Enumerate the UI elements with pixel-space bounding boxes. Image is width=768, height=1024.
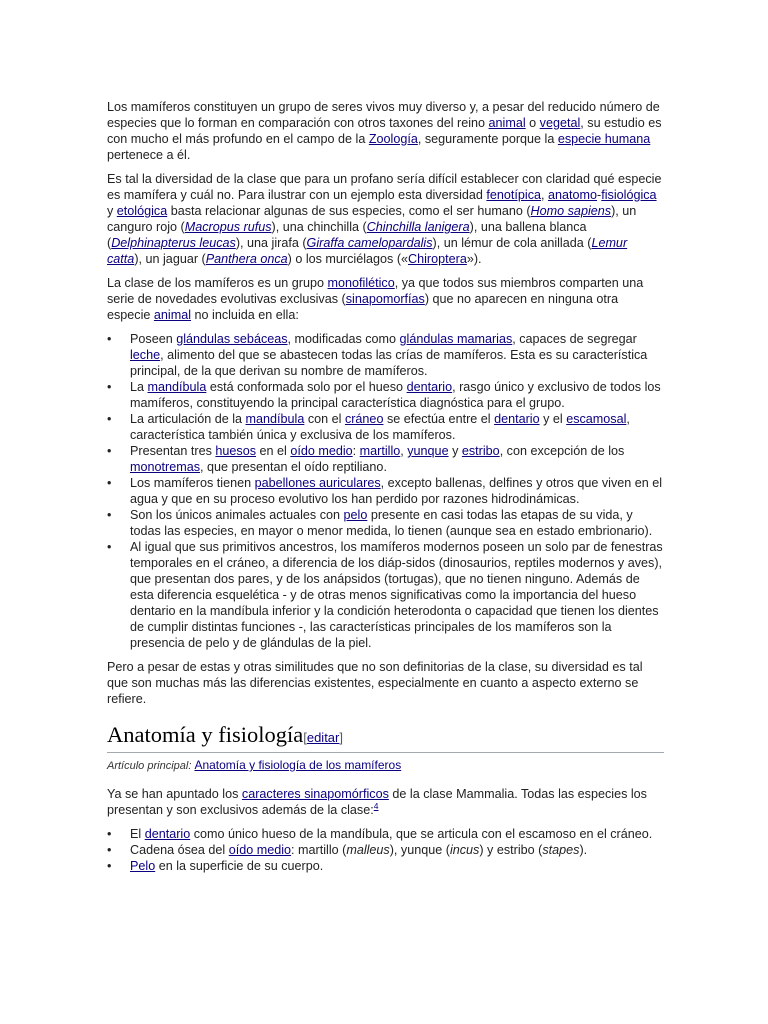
link-dentario[interactable]: dentario [494,412,540,426]
link-oido-medio[interactable]: oído medio [228,843,292,857]
list-item [130,842,664,858]
text-segment: ) y estribo ( [479,843,543,857]
text-segment: La clase de los mamíferos es un grupo [107,276,328,290]
edit-section-link-wrapper [303,730,343,745]
link-monotremas[interactable]: monotremas [130,460,200,474]
text-segment: , alimento del que se abastecen todas las crías de mamíferos. Esta es su característica principal, de la que derivan su nombre de mamíferos. [130,348,648,378]
text-segment: ), un lémur de cola anillada ( [432,236,592,250]
text-segment: y el [539,412,567,426]
list-item [130,379,664,411]
text-segment: o [525,116,540,130]
text-segment: ), un jaguar ( [134,252,206,266]
link-homo-sapiens[interactable]: Homo sapiens [530,204,612,218]
text-segment: está conformada solo por el hueso [206,380,407,394]
text-segment: en el [256,444,291,458]
list-item [130,411,664,443]
text-segment: , modificadas como [287,332,400,346]
list-item [130,858,664,874]
link-yunque[interactable]: yunque [407,444,449,458]
italic-text: incus [449,843,480,857]
link-delphinapterus-leucas[interactable]: Delphinapterus leucas [111,236,236,250]
link-martillo[interactable]: martillo [359,444,401,458]
text-segment: Ya se han apuntado los [107,787,242,801]
intro-paragraph [107,99,664,163]
monophyly-paragraph [107,275,664,323]
text-segment: ), una chinchilla ( [271,220,367,234]
reference-superscript [374,801,379,811]
list-item [130,443,664,475]
link-pelo[interactable]: Pelo [130,859,156,873]
list-item [130,331,664,379]
text-segment: , excepto ballenas, delfines y otros que viven en el agua y que en su proceso evolutivo los han perdido por razones hidrodinámicas. [130,476,663,506]
italic-text: malleus [346,843,390,857]
reference-link-4[interactable]: 4 [373,800,379,811]
text-segment: en la superficie de su cuerpo. [155,859,324,873]
link-huesos[interactable]: huesos [215,444,257,458]
text-segment: Presentan tres [130,444,216,458]
text-segment: : martillo ( [291,843,347,857]
text-segment: , característica también única y exclusiva de los mamíferos. [130,412,630,442]
link-craneo[interactable]: cráneo [344,412,384,426]
list-item [130,826,664,842]
link-lemur-catta[interactable]: Lemur catta [107,236,628,266]
text-segment: Es tal la diversidad de la clase que para un profano sería difícil establecer con claridad qué especie es mamífera y cuál no. Para ilustrar con un ejemplo esta diversidad [107,172,662,202]
list-item [130,539,664,651]
link-chiroptera[interactable]: Chiroptera [408,252,467,266]
link-escamosal[interactable]: escamosal [566,412,627,426]
text-segment: Poseen [130,332,177,346]
link-pelo[interactable]: pelo [343,508,368,522]
text-segment: ), un canguro rojo ( [107,204,637,234]
link-glandulas-sebaceas[interactable]: glándulas sebáceas [176,332,288,346]
synapomorphies-list [107,826,664,874]
list-item [130,475,664,507]
text-segment: , capaces de segregar [512,332,637,346]
text-segment: Los mamíferos constituyen un grupo de seres vivos muy diverso y, a pesar del reducido número de especies que lo forman en comparación con otros taxones del reino [107,100,660,130]
text-segment: basta relacionar algunas de sus especies, como el ser humano ( [167,204,531,218]
link-dentario[interactable]: dentario [144,827,191,841]
link-fisiologica[interactable]: fisiológica [601,188,657,202]
text-segment: con el [304,412,345,426]
link-dentario[interactable]: dentario [406,380,453,394]
traits-list [107,331,664,651]
link-etologica[interactable]: etológica [116,204,168,218]
link-glandulas-mamarias[interactable]: glándulas mamarias [399,332,513,346]
text-segment: , su estudio es con mucho el más profundo en el campo de la [107,116,662,146]
edit-bracket-open: [ [303,730,307,745]
text-segment: pertenece a él. [107,148,191,162]
section-title: Anatomía y fisiología [107,722,304,747]
text-segment: Son los únicos animales actuales con [130,508,344,522]
link-sinapomorfias[interactable]: sinapomorfías [345,292,425,306]
text-segment: , con excepción de los [499,444,625,458]
text-segment: Los mamíferos tienen [130,476,255,490]
link-panthera-onca[interactable]: Panthera onca [205,252,288,266]
text-segment: y [107,204,117,218]
link-zoologia[interactable]: Zoología [368,132,418,146]
edit-section-link[interactable]: editar [306,730,340,745]
diversity-paragraph [107,171,664,267]
text-segment: El [130,827,145,841]
text-segment: , [400,444,408,458]
edit-bracket-close: ] [339,730,343,745]
italic-text: stapes [542,843,580,857]
text-segment: ). [579,843,588,857]
text-segment: La articulación de la [130,412,246,426]
link-pabellones-auriculares[interactable]: pabellones auriculares [254,476,381,490]
closing-paragraph: Pero a pesar de estas y otras similitudes que no son definitorias de la clase, su diversidad es tal que son muchas más las diferencias existentes, especialmente en cuanto a aspecto externo se refiere. [107,660,643,706]
text-segment: se efectúa entre el [383,412,495,426]
list-item [130,507,664,539]
link-estribo[interactable]: estribo [461,444,500,458]
article-body [107,99,664,882]
text-segment: y [448,444,462,458]
text-segment: ), una jirafa ( [235,236,307,250]
text-segment: , seguramente porque la [417,132,558,146]
text-segment: no incluida en ella: [191,308,299,322]
link-chinchilla-lanigera[interactable]: Chinchilla lanigera [366,220,470,234]
text-segment: - [597,188,602,202]
link-mandibula[interactable]: mandíbula [147,380,207,394]
link-leche[interactable]: leche [130,348,161,362]
text-segment: , rasgo único y exclusivo de todos los mamíferos, constituyendo la principal característica diagnóstica para el grupo. [130,380,661,410]
main-article-link[interactable]: Anatomía y fisiología de los mamíferos [194,758,402,772]
link-monofiletico[interactable]: monofilético [327,276,395,290]
text-segment: , ya que todos sus miembros comparten una serie de novedades evolutivas exclusivas ( [107,276,644,306]
main-article-hatnote [107,757,664,774]
text-segment: presente en casi todas las etapas de su vida, y todas las especies, en mayor o menor medida, lo tienen (aunque sea en estado embrionario). [130,508,653,538]
link-animal[interactable]: animal [488,116,526,130]
text-segment: Al igual que sus primitivos ancestros, los mamíferos modernos poseen un solo par de fenestras temporales en el cráneo, a diferencia de los diáp-sidos (dinosaurios, reptiles modernos y aves), que presentan dos pares, y de los anápsidos (tortugas), que no tienen ninguno. Además de esta diferencia esquelética - y de otras menos significativas como la importancia del hueso dentario en la mandíbula inferior y la condición heterodonta o capacidad que tienen los dientes de cumplir distintas funciones -, las características principales de los mamíferos son la presencia de pelo y de glándulas de la piel. [130,540,663,650]
link-vegetal[interactable]: vegetal [539,116,581,130]
text-segment: : [352,444,360,458]
text-segment: ), yunque ( [389,843,450,857]
text-segment: La [130,380,148,394]
link-giraffa-camelopardalis[interactable]: Giraffa camelopardalis [306,236,433,250]
link-fenotipica[interactable]: fenotípica [486,188,542,202]
link-caracteres-sinapomorficos[interactable]: caracteres sinapomórficos [241,787,389,801]
text-segment: como único hueso de la mandíbula, que se articula con el escamoso en el cráneo. [190,827,653,841]
text-segment: »). [466,252,482,266]
text-segment: , que presentan el oído reptiliano. [200,460,387,474]
section-intro [107,786,664,818]
link-anatomo[interactable]: anatomo [548,188,598,202]
text-segment: ) o los murciélagos (« [287,252,409,266]
text-segment: ), una ballena blanca ( [107,220,587,250]
link-mandibula[interactable]: mandíbula [245,412,305,426]
link-especie-humana[interactable]: especie humana [557,132,651,146]
text-segment: ) que no aparecen en ninguna otra especie [107,292,619,322]
text-segment: de la clase Mammalia. Todas las especies los presentan y son exclusivos además de la clase: [107,787,647,817]
section-heading [107,721,664,753]
link-oido-medio[interactable]: oído medio [290,444,353,458]
hatnote-label: Artículo principal: [107,760,195,772]
text-segment: , [541,188,549,202]
link-animal[interactable]: animal [153,308,192,322]
link-macropus-rufus[interactable]: Macropus rufus [184,220,272,234]
text-segment: Cadena ósea del [130,843,229,857]
